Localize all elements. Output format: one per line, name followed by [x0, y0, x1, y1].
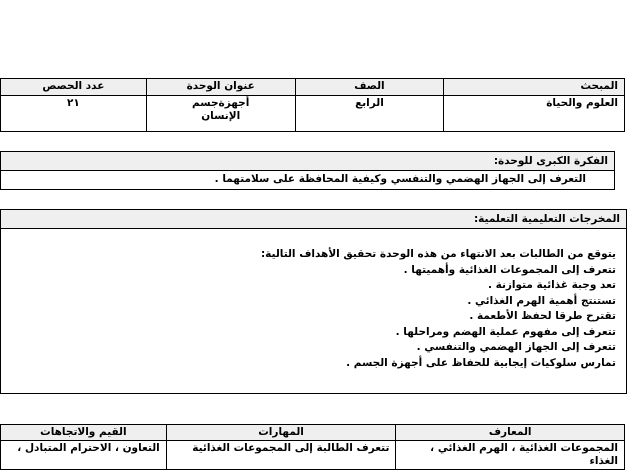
subject-header: المبحث	[444, 79, 625, 96]
outcome-item: تعد وجبة غذائية متوازنة .	[487, 279, 616, 291]
unit-info-table	[0, 78, 625, 132]
unit-title-value	[146, 96, 295, 132]
knowledge-skills-table	[0, 424, 625, 470]
big-idea-box	[0, 151, 615, 190]
big-idea-title: الفكرة الكبرى للوحدة:	[1, 152, 614, 171]
outcomes-title: المخرجات التعليمية التعلمية:	[1, 210, 626, 229]
skills-header: المهارات	[166, 425, 396, 441]
outcome-item: تتعرف إلى مفهوم عملية الهضم ومراحلها .	[395, 325, 616, 338]
unit-title-header: عنوان الوحدة	[146, 79, 295, 96]
outcome-item: تتعرف إلى الجهاز الهضمي والتنفسي .	[416, 341, 616, 353]
grade-header: الصف	[295, 79, 444, 96]
outcome-item: تتعرف إلى المجموعات الغذائية وأهميتها .	[403, 263, 616, 276]
grade-value: الرابع	[295, 96, 444, 132]
outcome-item: تقترح طرقا لحفظ الأطعمة .	[469, 310, 616, 322]
values-header: القيم والاتجاهات	[1, 425, 167, 441]
big-idea-text: التعرف إلى الجهاز الهضمي والتنفسي وكيفية المحافظة على سلامتهما .	[214, 173, 586, 185]
subject-value: العلوم والحياة	[444, 96, 625, 132]
outcomes-intro: يتوقع من الطالبات بعد الانتهاء من هذه الوحدة تحقيق الأهداف التالية:	[260, 248, 616, 260]
outcome-item: تمارس سلوكيات إيجابية للحفاظ على أجهزة الجسم .	[346, 356, 616, 369]
knowledge-cell: المجموعات الغذائية ، الهرم الغذائي ، الغذاء	[396, 441, 625, 470]
knowledge-header: المعارف	[396, 425, 625, 441]
lessons-header: عدد الحصص	[1, 79, 147, 96]
lessons-value: ٢١	[1, 96, 147, 132]
unit-title-line2: الإنسان	[201, 110, 241, 122]
outcome-item: تستنتج أهمية الهرم الغذائي .	[467, 294, 616, 307]
outcomes-body	[1, 229, 626, 371]
skills-cell: تتعرف الطالبة إلى المجموعات الغذائية	[166, 441, 396, 470]
outcomes-box	[0, 209, 627, 394]
values-cell: التعاون ، الاحترام المتبادل ،	[1, 441, 167, 470]
unit-title-line1: أجهزةجسم	[192, 97, 250, 109]
